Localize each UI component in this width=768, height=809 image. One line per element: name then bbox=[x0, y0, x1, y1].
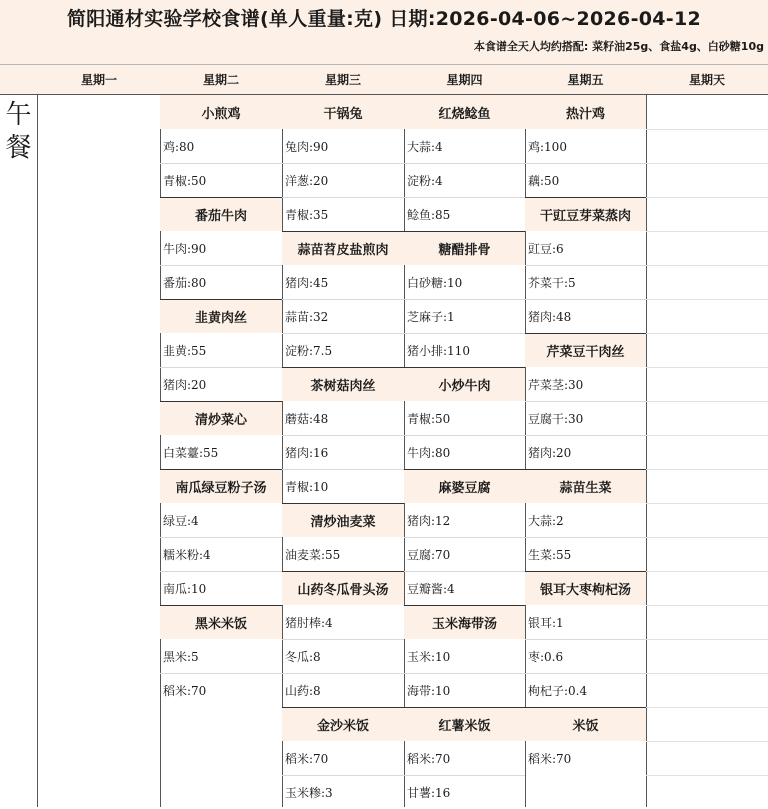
dish-name: 麻婆豆腐 bbox=[404, 469, 525, 503]
dish-name: 银耳大枣枸杞汤 bbox=[525, 571, 646, 605]
grid-line bbox=[646, 673, 768, 674]
ingredient-row: 枣:0.6 bbox=[525, 639, 646, 673]
ingredient-row: 韭黄:55 bbox=[163, 343, 207, 358]
column-tue bbox=[160, 95, 283, 807]
ingredient-row: 豆腐干:30 bbox=[525, 401, 646, 435]
grid-line bbox=[646, 163, 768, 164]
ingredient-row: 蘑菇:48 bbox=[285, 411, 329, 426]
dish-name: 干锅兔 bbox=[282, 95, 404, 129]
grid-line bbox=[646, 571, 768, 572]
ingredient-row: 藕:50 bbox=[525, 163, 646, 197]
dish-name: 山药冬瓜骨头汤 bbox=[282, 571, 404, 605]
grid-line bbox=[646, 367, 768, 368]
ingredient-row: 黑米:5 bbox=[163, 649, 199, 664]
ingredient-row: 油麦菜:55 bbox=[285, 547, 341, 562]
grid-line bbox=[646, 333, 768, 334]
dish-name: 糖醋排骨 bbox=[404, 231, 525, 265]
ingredient-row: 兔肉:90 bbox=[285, 139, 329, 154]
ingredient-row: 糯米粉:4 bbox=[160, 537, 282, 571]
grid-line bbox=[646, 639, 768, 640]
ingredient-row: 猪肉:20 bbox=[160, 367, 282, 401]
column-fri bbox=[525, 95, 647, 807]
ingredient-row: 牛肉:80 bbox=[404, 435, 525, 469]
ingredient-row: 鲶鱼:85 bbox=[404, 197, 525, 231]
ingredient-row: 牛肉:90 bbox=[163, 241, 207, 256]
corner-cell bbox=[0, 64, 39, 95]
day-header-tue: 星期二 bbox=[160, 64, 283, 95]
ingredient-row: 猪肉:12 bbox=[407, 513, 451, 528]
ingredient-row: 淀粉:7.5 bbox=[282, 333, 404, 367]
ingredient-row: 冬瓜:8 bbox=[282, 639, 404, 673]
ingredient-row: 玉米:10 bbox=[407, 649, 451, 664]
ingredient-row: 稻米:70 bbox=[285, 751, 329, 766]
ingredient-row: 银耳:1 bbox=[528, 615, 564, 630]
column-thu bbox=[404, 95, 526, 807]
ingredient-row: 洋葱:20 bbox=[282, 163, 404, 197]
ingredient-row: 大蒜:2 bbox=[528, 513, 564, 528]
ingredient-row: 青椒:10 bbox=[282, 469, 404, 503]
grid-line bbox=[646, 129, 768, 130]
ingredient-row: 海带:10 bbox=[404, 673, 525, 707]
grid-line bbox=[646, 265, 768, 266]
ingredient-row: 山药:8 bbox=[282, 673, 404, 707]
day-header-fri: 星期五 bbox=[525, 64, 647, 95]
grid-line bbox=[646, 605, 768, 606]
ingredient-row: 猪肉:48 bbox=[525, 299, 646, 333]
column-sun bbox=[646, 95, 768, 807]
ingredient-row: 猪小排:110 bbox=[404, 333, 525, 367]
ingredient-row: 鸡:100 bbox=[528, 139, 567, 154]
grid-line bbox=[646, 707, 768, 708]
dish-name: 红烧鲶鱼 bbox=[404, 95, 525, 129]
day-header-sun: 星期天 bbox=[646, 64, 768, 95]
nutrition-note: 本食谱全天人均约搭配: 菜籽油25g、食盐4g、白砂糖10g bbox=[473, 40, 764, 53]
ingredient-row: 番茄:80 bbox=[160, 265, 282, 299]
ingredient-row: 白砂糖:10 bbox=[407, 275, 463, 290]
grid-line bbox=[646, 197, 768, 198]
ingredient-row: 猪肉:16 bbox=[282, 435, 404, 469]
grid-line bbox=[646, 469, 768, 470]
dish-name: 金沙米饭 bbox=[282, 707, 404, 741]
dish-name: 韭黄肉丝 bbox=[160, 299, 282, 333]
grid-line bbox=[646, 503, 768, 504]
ingredient-row: 芝麻子:1 bbox=[404, 299, 525, 333]
dish-name: 蒜苗苕皮盐煎肉 bbox=[282, 231, 404, 265]
grid-line bbox=[646, 401, 768, 402]
ingredient-row: 青椒:35 bbox=[282, 197, 404, 231]
ingredient-row: 淀粉:4 bbox=[404, 163, 525, 197]
dish-name: 清炒油麦菜 bbox=[282, 503, 404, 537]
grid-line bbox=[646, 435, 768, 436]
ingredient-row: 豆瓣酱:4 bbox=[404, 571, 525, 605]
day-header-mon: 星期一 bbox=[38, 64, 161, 95]
dish-name: 热汁鸡 bbox=[525, 95, 646, 129]
meal-label: 午餐 bbox=[0, 95, 38, 807]
ingredient-row: 白菜薹:55 bbox=[163, 445, 219, 460]
dish-name: 干豇豆芽菜蒸肉 bbox=[525, 197, 646, 231]
dish-name: 红薯米饭 bbox=[404, 707, 525, 741]
title-bar bbox=[0, 0, 768, 64]
ingredient-row: 蒜苗:32 bbox=[282, 299, 404, 333]
dish-name: 芹菜豆干肉丝 bbox=[525, 333, 646, 367]
ingredient-row: 芹菜茎:30 bbox=[528, 377, 584, 392]
day-header-wed: 星期三 bbox=[282, 64, 405, 95]
dish-name: 番茄牛肉 bbox=[160, 197, 282, 231]
day-header-thu: 星期四 bbox=[404, 64, 526, 95]
dish-name: 蒜苗生菜 bbox=[525, 469, 646, 503]
grid-line bbox=[646, 741, 768, 742]
ingredient-row: 玉米糁:3 bbox=[282, 775, 404, 809]
grid-line bbox=[646, 299, 768, 300]
ingredient-row: 绿豆:4 bbox=[163, 513, 199, 528]
dish-name: 米饭 bbox=[525, 707, 646, 741]
dish-name: 小煎鸡 bbox=[160, 95, 282, 129]
ingredient-row: 猪肘棒:4 bbox=[285, 615, 333, 630]
ingredient-row: 枸杞子:0.4 bbox=[525, 673, 646, 707]
dish-name: 玉米海带汤 bbox=[404, 605, 525, 639]
ingredient-row: 芥菜干:5 bbox=[525, 265, 646, 299]
ingredient-row: 豇豆:6 bbox=[528, 241, 564, 256]
grid-line bbox=[646, 231, 768, 232]
ingredient-row: 稻米:70 bbox=[407, 751, 451, 766]
dish-name: 南瓜绿豆粉子汤 bbox=[160, 469, 282, 503]
page-title: 简阳通材实验学校食谱(单人重量:克) 日期:2026-04-06~2026-04-12 bbox=[66, 8, 702, 30]
ingredient-row: 青椒:50 bbox=[160, 163, 282, 197]
ingredient-row: 生菜:55 bbox=[525, 537, 646, 571]
dish-name: 黑米米饭 bbox=[160, 605, 282, 639]
ingredient-row: 猪肉:20 bbox=[525, 435, 646, 469]
dish-name: 清炒菜心 bbox=[160, 401, 282, 435]
dish-name: 茶树菇肉丝 bbox=[282, 367, 404, 401]
grid-line bbox=[646, 775, 768, 776]
ingredient-row: 鸡:80 bbox=[163, 139, 195, 154]
ingredient-row: 大蒜:4 bbox=[407, 139, 443, 154]
grid-line bbox=[646, 537, 768, 538]
ingredient-row: 稻米:70 bbox=[160, 673, 282, 707]
column-wed bbox=[282, 95, 405, 807]
ingredient-row: 甘薯:16 bbox=[404, 775, 525, 809]
ingredient-row: 豆腐:70 bbox=[404, 537, 525, 571]
column-mon bbox=[38, 95, 161, 807]
ingredient-row: 南瓜:10 bbox=[160, 571, 282, 605]
dish-name: 小炒牛肉 bbox=[404, 367, 525, 401]
ingredient-row: 青椒:50 bbox=[407, 411, 451, 426]
ingredient-row: 猪肉:45 bbox=[285, 275, 329, 290]
ingredient-row: 稻米:70 bbox=[528, 751, 572, 766]
